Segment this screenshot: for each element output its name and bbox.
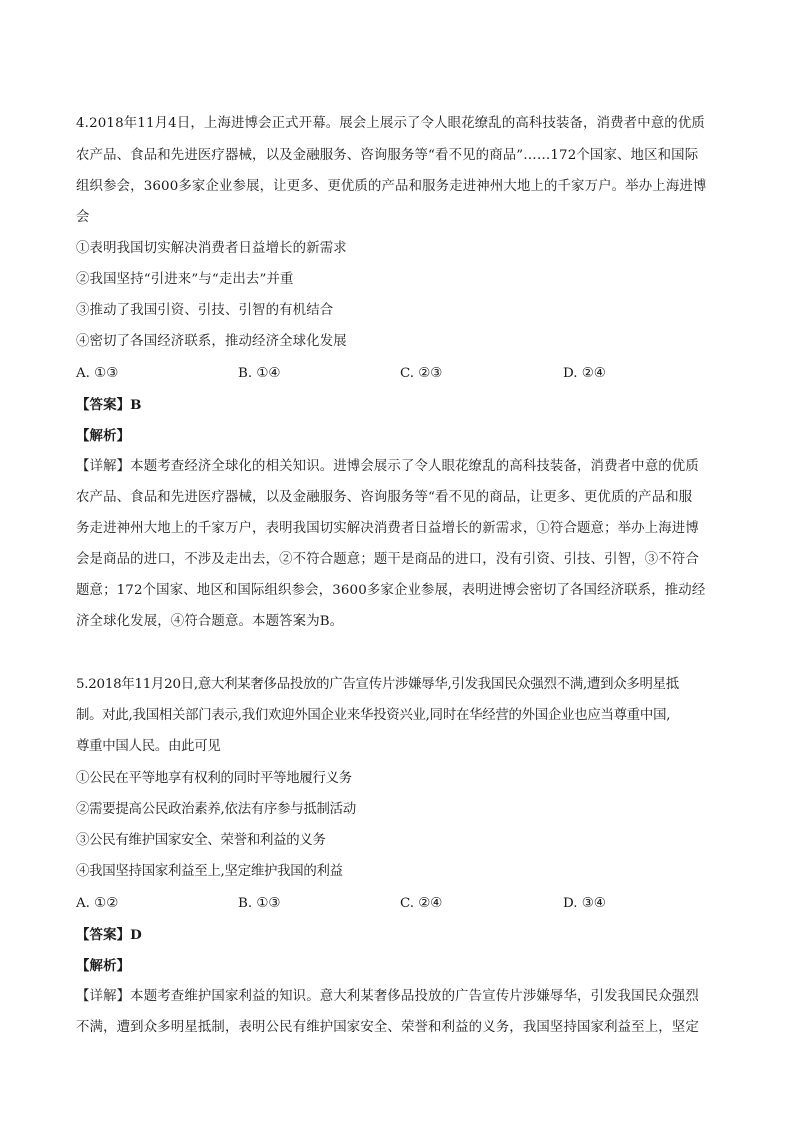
q4-analysis-label: 【解析】 [76, 428, 131, 444]
q4-statement: ①表明我国切实解决消费者日益增长的新需求 [76, 241, 347, 256]
q4-option-a: A. ①③ [76, 366, 119, 381]
q5-detail-line: 【详解】本题考查维护国家利益的知识。意大利某奢侈品投放的广告宣传片涉嫌辱华，引发我国民众强烈 [76, 989, 699, 1004]
q4-detail-line: 农产品、食品和先进医疗器械，以及金融服务、咨询服务等“看不见的商品，让更多、更优质的产品和服 [76, 490, 693, 505]
q4-detail-line: 会是商品的进口，不涉及走出去，②不符合题意；题干是商品的进口，没有引资、引技、引智，③不符合 [76, 552, 699, 567]
q5-statement: ③公民有维护国家安全、荣誉和利益的义务 [76, 833, 326, 848]
q5-option-d: D. ③④ [563, 896, 606, 911]
q5-detail-line: 不满，遭到众多明星抵制，表明公民有维护国家安全、荣誉和利益的义务，我国坚持国家利益至上，坚定 [76, 1020, 699, 1035]
q5-option-b: B. ①③ [238, 896, 281, 911]
q5-statement: ④我国坚持国家利益至上,坚定维护我国的利益 [76, 864, 343, 879]
q4-stem-line: 组织参会，3600多家企业参展，让更多、更优质的产品和服务走进神州大地上的千家万户。举办上海进博 [76, 179, 707, 194]
q4-option-b: B. ①④ [238, 366, 281, 381]
q4-stem-line: 会 [76, 210, 90, 225]
q4-stem-line: 农产品、食品和先进医疗器械，以及金融服务、咨询服务等“看不见的商品”……172个国家、地区和国际 [76, 148, 699, 163]
q5-analysis-label: 【解析】 [76, 958, 131, 974]
q5-statement: ①公民在平等地享有权利的同时平等地履行义务 [76, 771, 352, 786]
q4-detail-line: 【详解】本题考查经济全球化的相关知识。进博会展示了令人眼花缭乱的高科技装备，消费者中意的优质 [76, 459, 699, 474]
q4-stem-line: 4.2018年11月4日，上海进博会正式开幕。展会上展示了令人眼花缭乱的高科技装备，消费者中意的优质 [76, 116, 705, 131]
q4-detail-line: 题意；172个国家、地区和国际组织参会，3600多家企业参展，表明进博会密切了各国经济联系，推动经 [76, 583, 706, 598]
q4-detail-line: 济全球化发展，④符合题意。本题答案为B。 [76, 614, 344, 629]
q5-statement: ②需要提高公民政治素养,依法有序参与抵制活动 [76, 802, 356, 817]
q4-statement: ④密切了各国经济联系，推动经济全球化发展 [76, 334, 347, 349]
q5-stem-line: 5.2018年11月20日,意大利某奢侈品投放的广告宣传片涉嫌辱华,引发我国民众强烈不满,遭到众多明星抵 [76, 677, 679, 692]
q4-detail-line: 务走进神州大地上的千家万户，表明我国切实解决消费者日益增长的新需求，①符合题意；举办上海进博 [76, 521, 699, 536]
q4-statement: ②我国坚持“引进来”与“走出去”并重 [76, 272, 294, 287]
q4-option-c: C. ②③ [400, 366, 443, 381]
q4-answer: 【答案】B [76, 397, 142, 413]
q4-option-d: D. ②④ [563, 366, 606, 381]
q4-statement: ③推动了我国引资、引技、引智的有机结合 [76, 303, 334, 318]
q5-stem-line: 尊重中国人民。由此可见 [76, 739, 221, 754]
q5-stem-line: 制。对此,我国相关部门表示,我们欢迎外国企业来华投资兴业,同时在华经营的外国企业也应当尊重中国, [76, 708, 671, 723]
q5-option-c: C. ②④ [400, 896, 443, 911]
q5-answer: 【答案】D [76, 927, 142, 943]
q5-option-a: A. ①② [76, 896, 119, 911]
